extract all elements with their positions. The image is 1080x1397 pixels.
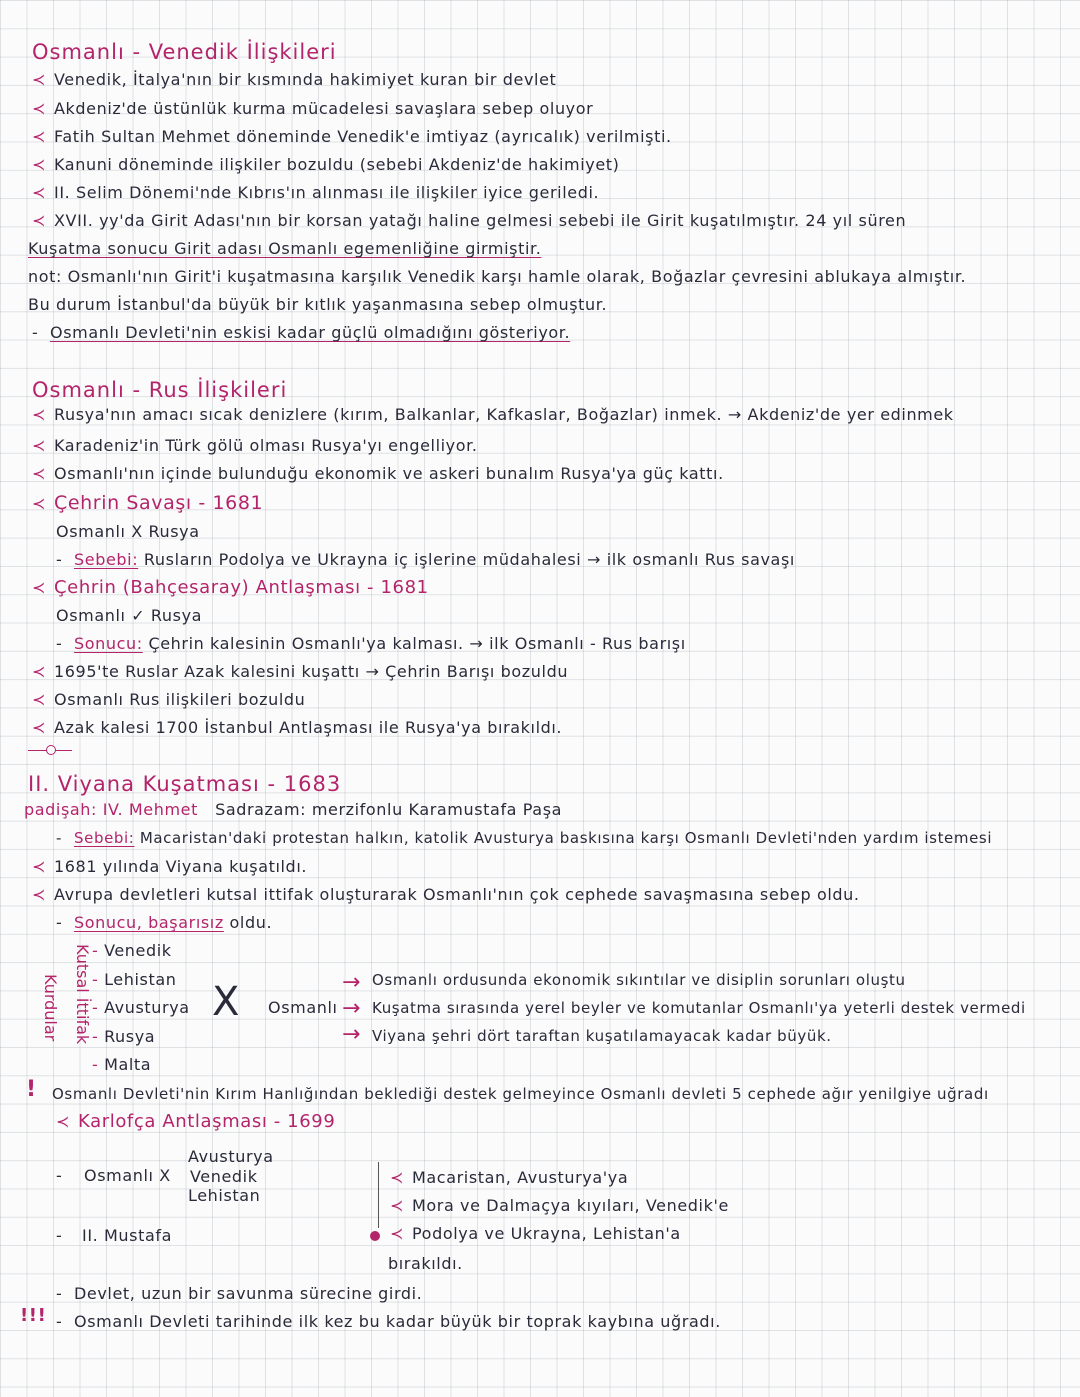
list-item-text: Azak kalesi 1700 İstanbul Antlaşması ile Rusya'ya bırakıldı. [54, 718, 563, 737]
bullet-icon: ≺ [32, 690, 47, 709]
ally-name: Avusturya [104, 998, 190, 1017]
divider [378, 1162, 379, 1228]
list-item [390, 1168, 628, 1188]
list-item-text: Avrupa devletleri kutsal ittifak oluşturarak Osmanlı'nın çok cephede savaşmasına sebep oldu. [54, 885, 860, 904]
reason-item: Osmanlı ordusunda ekonomik sıkıntılar ve disiplin sorunları oluştu [372, 971, 906, 989]
list-item-text: Sadrazam: merzifonlu Karamustafa Paşa [215, 800, 563, 819]
list-item-text: Kanuni döneminde ilişkiler bozuldu (sebebi Akdeniz'de hakimiyet) [54, 155, 620, 174]
bullet-icon: ≺ [32, 155, 47, 174]
subheading: Çehrin Savaşı - 1681 [54, 492, 264, 514]
reason-item: Kuşatma sırasında yerel beyler ve komutanlar Osmanlı'ya yeterli destek vermedi [372, 999, 1026, 1017]
list-item-text: Devlet, uzun bir savunma sürecine girdi. [74, 1284, 423, 1303]
bullet-icon: ≺ [32, 127, 47, 146]
list-item [32, 493, 263, 514]
list-item [56, 634, 686, 654]
note-text-content: Kuşatma sonucu Girit adası Osmanlı egemenliğine girmiştir. [28, 239, 542, 258]
dash-icon: - [32, 323, 39, 342]
bullet-icon: ≺ [32, 405, 47, 424]
ally-name: Malta [104, 1055, 152, 1074]
arrow-icon: → [342, 996, 362, 1021]
list-item [32, 857, 307, 877]
bullet-icon: ≺ [32, 885, 47, 904]
emphasis-icon: !!! [20, 1305, 47, 1326]
party-row [56, 1226, 172, 1246]
list-item [32, 718, 562, 738]
list-item [32, 662, 568, 682]
note-text: Bu durum İstanbul'da büyük bir kıtlık yaşanmasına sebep olmuştur. [28, 295, 608, 314]
ally-item: - Rusya [92, 1027, 156, 1046]
osmanli-label: Osmanlı [268, 998, 338, 1017]
bullet-icon: ≺ [32, 662, 47, 681]
dash-icon: - [56, 550, 63, 569]
list-item-text: Rusya'nın amacı sıcak denizlere (kırım, Balkanlar, Kafkaslar, Boğazlar) inmek. → Akdeniz'de yer edinmek [54, 405, 954, 424]
note-text: Osmanlı Devleti'nin Kırım Hanlığından beklediği destek gelmeyince Osmanlı devleti 5 cephede ağır yenilgiye uğradı [52, 1085, 989, 1103]
section-title-viyana: II. Viyana Kuşatması - 1683 [28, 772, 342, 796]
dash-icon: - [56, 1312, 63, 1331]
list-item [56, 913, 272, 933]
arrow-icon: → [342, 1022, 362, 1047]
dash-icon: - [56, 634, 63, 653]
list-item [32, 127, 672, 147]
bullet-icon: ≺ [32, 183, 47, 202]
list-item [32, 405, 954, 425]
note-text [28, 239, 541, 259]
reason-item: Viyana şehri dört taraftan kuşatılamayacak kadar büyük. [372, 1027, 832, 1045]
dash-icon: - [56, 1284, 63, 1303]
list-item [56, 550, 795, 570]
label: Sebebi: [74, 829, 135, 847]
subheading: Karlofça Antlaşması - 1699 [78, 1111, 336, 1132]
list-item [390, 1224, 681, 1244]
ally-item: - Lehistan [92, 970, 177, 989]
dash-icon: - [56, 829, 63, 847]
side-label: Kutsal İttifak [73, 944, 92, 1045]
list-item [32, 183, 599, 203]
side-label: Kurdular [41, 974, 60, 1042]
list-item-text: XVII. yy'da Girit Adası'nın bir korsan yatağı haline gelmesi sebebi ile Girit kuşatılmıştır. 24 yıl süren [54, 211, 907, 230]
label: Sonucu: [74, 634, 143, 653]
list-item [56, 1284, 422, 1304]
party-row [56, 1166, 171, 1186]
divider-circle-icon [46, 745, 56, 755]
list-item: Osmanlı X Rusya [56, 522, 200, 541]
cross-icon: X [212, 979, 241, 1025]
dash-icon: - [56, 1226, 63, 1245]
dash-icon: - [56, 913, 63, 932]
ally-item: - Malta [92, 1055, 152, 1074]
section-title-rus: Osmanlı - Rus İlişkileri [32, 378, 288, 402]
list-item-text: Osmanlı'nın içinde bulunduğu ekonomik ve askeri bunalım Rusya'ya güç kattı. [54, 464, 724, 483]
arrow-icon: → [342, 970, 362, 995]
party-name: II. Mustafa [82, 1226, 173, 1245]
bullet-icon: ≺ [390, 1196, 405, 1215]
list-item [32, 464, 724, 484]
list-item [32, 323, 570, 343]
dash-icon: - [56, 1166, 63, 1185]
label: padişah: IV. Mehmet [24, 800, 198, 819]
list-item-text: 1695'te Ruslar Azak kalesini kuşattı → Çehrin Barışı bozuldu [54, 662, 569, 681]
list-item [32, 436, 478, 456]
party-name: Lehistan [188, 1186, 261, 1205]
list-item-text: Akdeniz'de üstünlük kurma mücadelesi savaşlara sebep oluyor [54, 99, 594, 118]
ally-name: Rusya [104, 1027, 156, 1046]
list-item: bırakıldı. [388, 1254, 463, 1273]
list-item [56, 1112, 335, 1132]
bullet-icon: ≺ [32, 578, 47, 597]
list-item-text: Rusların Podolya ve Ukrayna iç işlerine müdahalesi → ilk osmanlı Rus savaşı [143, 550, 795, 569]
list-item [390, 1196, 729, 1216]
cross-icon: X [159, 1166, 171, 1185]
note-text: not: Osmanlı'nın Girit'i kuşatmasına karşılık Venedik karşı hamle olarak, Boğazlar çevresini ablukaya almıştır. [28, 267, 967, 286]
list-item [32, 211, 906, 231]
ally-name: Lehistan [104, 970, 177, 989]
list-item-text: oldu. [229, 913, 273, 932]
list-item-text: Podolya ve Ukrayna, Lehistan'a [412, 1224, 681, 1243]
list-item-text: Macaristan, Avusturya'ya [412, 1168, 629, 1187]
list-item [32, 885, 860, 905]
bullet-icon: ≺ [390, 1224, 405, 1243]
list-item-text: Fatih Sultan Mehmet döneminde Venedik'e imtiyaz (ayrıcalık) verilmişti. [54, 127, 672, 146]
list-item-text: Mora ve Dalmaçya kıyıları, Venedik'e [412, 1196, 729, 1215]
list-item [56, 828, 992, 848]
list-item [32, 99, 593, 119]
label: Sonucu, başarısız [74, 913, 224, 932]
dot-icon [370, 1231, 380, 1241]
section-title-venedik: Osmanlı - Venedik İlişkileri [32, 40, 337, 64]
list-item [32, 690, 305, 710]
subheading: Çehrin (Bahçesaray) Antlaşması - 1681 [54, 577, 429, 598]
list-item [32, 578, 429, 598]
bullet-icon: ≺ [32, 70, 47, 89]
bullet-icon: ≺ [56, 1112, 71, 1131]
ally-name: Venedik [104, 941, 172, 960]
bullet-icon: ≺ [32, 718, 47, 737]
ally-item: - Avusturya [92, 998, 190, 1017]
list-item-text: Osmanlı Rus ilişkileri bozuldu [54, 690, 306, 709]
list-item [32, 155, 620, 175]
ally-item: - Venedik [92, 941, 172, 960]
list-item [56, 1312, 721, 1332]
party-name: Venedik [190, 1167, 258, 1186]
warning-icon: ! [26, 1077, 37, 1102]
list-item-text: Osmanlı Devleti tarihinde ilk kez bu kadar büyük bir toprak kaybına uğradı. [74, 1312, 721, 1331]
party-name: Osmanlı [84, 1166, 154, 1185]
bullet-icon: ≺ [390, 1168, 405, 1187]
bullet-icon: ≺ [32, 857, 47, 876]
list-item-text: II. Selim Dönemi'nde Kıbrıs'ın alınması ile ilişkiler iyice geriledi. [54, 183, 600, 202]
bullet-icon: ≺ [32, 436, 47, 455]
list-item-text: Osmanlı Devleti'nin eskisi kadar güçlü olmadığını gösteriyor. [50, 323, 571, 342]
list-item: Osmanlı ✓ Rusya [56, 606, 203, 625]
bullet-icon: ≺ [32, 494, 47, 513]
list-item-text: 1681 yılında Viyana kuşatıldı. [54, 857, 308, 876]
list-item-text: Çehrin kalesinin Osmanlı'ya kalması. → ilk Osmanlı - Rus barışı [148, 634, 686, 653]
list-item-text: Karadeniz'in Türk gölü olması Rusya'yı engelliyor. [54, 436, 478, 455]
bullet-icon: ≺ [32, 211, 47, 230]
list-item-text: Macaristan'daki protestan halkın, katolik Avusturya baskısına karşı Osmanlı Devleti'nden yardım istemesi [139, 829, 993, 847]
party-name: Avusturya [188, 1147, 274, 1166]
bullet-icon: ≺ [32, 464, 47, 483]
list-item-text: Venedik, İtalya'nın bir kısmında hakimiyet kuran bir devlet [54, 70, 557, 89]
list-item [24, 800, 562, 820]
bullet-icon: ≺ [32, 99, 47, 118]
label: Sebebi: [74, 550, 139, 569]
list-item [32, 70, 556, 90]
